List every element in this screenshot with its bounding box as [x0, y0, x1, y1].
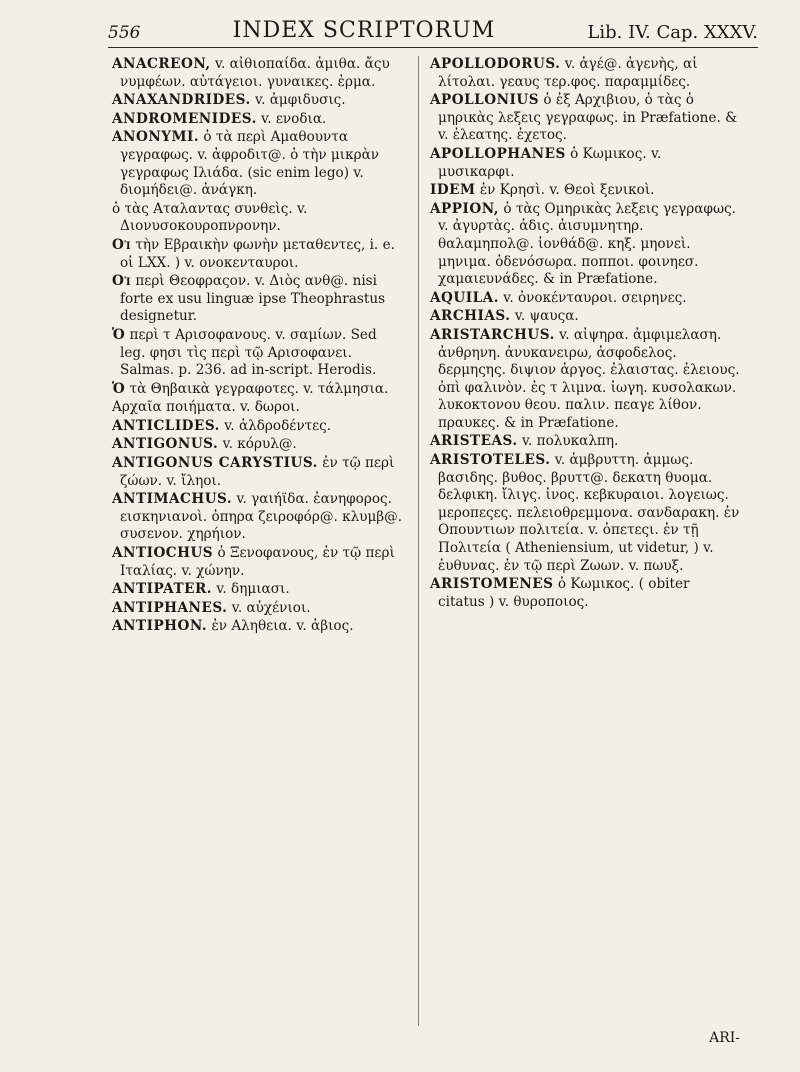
entry-head: ANTIPHON. [112, 618, 208, 635]
entry-text: v. γαιήϊδα. ἐανηφορος. εισκηνιανοὶ. ὀπηρα ζειροφόρ@. κλυμβ@. συσενον. χηρήιον. [120, 491, 403, 543]
entry-head: ANONYMI. [112, 129, 200, 146]
entry-head: APPION, [430, 200, 499, 217]
section-reference: Lib. IV. Cap. XXXV. [587, 22, 758, 43]
index-entry [112, 327, 404, 380]
entry-head: Oἱ [112, 236, 132, 253]
entry-text: ὁ τὰς Αταλαντας συνθεὶς. v. Διονυσοκουροπνρονην. [112, 200, 308, 235]
column-divider [418, 56, 419, 1026]
index-entry [112, 273, 404, 326]
entry-text: Αρχαῖα ποιήματα. v. δωροι. [112, 399, 300, 416]
entry-text: v. ενοδια. [261, 110, 327, 127]
entry-head: ANACREON, [112, 56, 211, 72]
entry-text: τὰ Θηβαικὰ γεγραφοτες. v. τάλμησια. [129, 380, 389, 397]
index-entry [112, 129, 404, 199]
running-title: INDEX SCRIPTORUM [232, 18, 496, 43]
entry-text: v. ἀλδροδέντες. [224, 417, 332, 434]
entry-head: ANTIGONUS. [112, 436, 219, 453]
entry-head: APOLLONIUS [430, 92, 540, 109]
index-entry [430, 576, 740, 611]
index-entry [430, 452, 740, 575]
entry-text: v. αἰθιοπαίδα. ἀμιθα. ἄςυ νυμφέων. αὐτάγειοι. γυναικες. ἐρμα. [120, 56, 390, 90]
index-entry [430, 201, 740, 289]
entry-text: v. ἀμφιδυσις. [255, 92, 346, 109]
index-entry [430, 433, 740, 451]
index-entry [112, 545, 404, 580]
entry-head: Ὁ [112, 326, 126, 343]
catchword: ARI- [709, 1030, 740, 1046]
entry-head: IDEM [430, 182, 476, 199]
entry-head: ANTIMACHUS. [112, 491, 233, 508]
index-entry [112, 237, 404, 272]
index-entry [112, 618, 404, 636]
index-entry [112, 455, 404, 490]
index-entry [430, 308, 740, 326]
index-entry [112, 56, 404, 91]
left-column [112, 56, 404, 637]
entry-text: ὁ τὰ περὶ Αμαθουντα γεγραφως. v. ἀφροδιτ@. ὁ τὴν μικρὰν γεγραφως Ιλιάδα. (sic enim lego) v. διομήδει@. ἀνάγκη. [120, 129, 380, 199]
index-entry [112, 418, 404, 436]
entry-head: ANTIOCHUS [112, 545, 214, 562]
entry-text: ὁ Κωμικος. v. μυσικαρφι. [438, 145, 662, 180]
entry-head: APOLLOPHANES [430, 145, 566, 162]
index-entry [112, 111, 404, 129]
entry-head: ARISTOTELES. [430, 452, 551, 469]
index-entry [430, 146, 740, 181]
entry-head: ARISTEAS. [430, 433, 518, 450]
entry-text: v. ὀνοκένταυροι. σειρηνες. [503, 289, 687, 306]
entry-text: v. αὐχένιοι. [231, 599, 311, 616]
entry-text: ὁ Κωμικος. ( obiter citatus ) v. θυροποιος. [438, 576, 690, 610]
entry-text: v. δημιασι. [216, 581, 290, 598]
index-entry [112, 381, 404, 399]
entry-head: ANTIPHANES. [112, 599, 228, 616]
entry-text: ὁ Ξενοφανους, ἐν τῷ περὶ Ιταλίας. v. χώνην. [120, 545, 395, 579]
entry-text: ἐν Αληθεια. v. ἀβιος. [211, 618, 354, 635]
entry-text: v. αἰψηρα. ἀμφιμελαση. ἀνθρηνη. ἀνυκανειρω, ἀσφοδελος. δερμηςης. διψιον ἀργος. ἐλαιστας. ἐλειους. ὀπὶ φαλινὸν. ἐς τ λιμνα. ἰωγη. κυσολακων. λυκοκτονου θεου. παλιν. πεαγε λίθον. πραυκες. & in Præfatione. [438, 326, 740, 431]
page-number: 556 [108, 23, 141, 43]
index-entry [430, 182, 740, 200]
index-entry [430, 92, 740, 145]
entry-text: ἐν Κρησὶ. v. Θεοὶ ξενικοὶ. [479, 182, 655, 199]
entry-text: v. πολυκαλπη. [521, 433, 619, 450]
entry-text: v. ἀγέ@. ἀγενὴς, αἱ λίτολαι. γεαυς τερ.φος. παραμμίδες. [438, 56, 698, 90]
entry-head: ANTIPATER. [112, 581, 212, 598]
entry-head: ANTIGONUS CARYSTIUS. [112, 455, 318, 472]
index-entry [112, 600, 404, 618]
entry-text: v. κόρυλ@. [222, 436, 297, 453]
index-entry [430, 327, 740, 433]
entry-text: τὴν Εβραικὴν φωνὴν μεταθεντες, i. e. οἱ LXX. ) v. ονοκενταυροι. [120, 236, 395, 271]
right-column [430, 56, 740, 612]
entry-head: ARISTOMENES [430, 576, 554, 593]
index-entry [430, 290, 740, 308]
running-header [108, 12, 758, 48]
entry-head: Ὁ [112, 380, 126, 397]
index-entry [112, 201, 404, 236]
index-entry [112, 581, 404, 599]
entry-head: ANTICLIDES. [112, 417, 220, 434]
entry-text: ὁ τὰς Ομηρικὰς λεξεις γεγραφως. v. ἀγυρτὰς. ἀδις. ἀισυμνητηρ. θαλαμηπολ@. ἰονθάδ@. κηξ. μηονεὶ. μηνιμα. ὀδενόσωρα. ποπποι. φοινηεσ. χαμαιευνάδες. & in Præfatione. [438, 200, 736, 288]
entry-text: ὁ ἐξ Αρχιβιου, ὁ τὰς ὁ μηρικὰς λεξεις γεγραφως. in Præfatione. & v. ἐλεατης. ἐχετος. [438, 92, 738, 144]
index-entry [112, 92, 404, 110]
entry-text: ἐν τῷ περὶ ζώων. v. ἴληοι. [120, 455, 395, 489]
entry-text: περὶ τ Αρισοφανους. v. σαμίων. Sed leg. φησι τὶς περὶ τῷ Αρισοφανει. Salmas. p. 236. ad in-script. Herodis. [120, 326, 377, 379]
entry-head: ANDROMENIDES. [112, 110, 257, 127]
entry-head: APOLLODORUS. [430, 56, 561, 72]
entry-head: ARISTARCHUS. [430, 326, 555, 343]
index-entry [112, 399, 404, 417]
entry-head: ANAXANDRIDES. [112, 92, 251, 109]
index-entry [112, 436, 404, 454]
entry-head: ARCHIAS. [430, 308, 511, 325]
entry-text: περὶ Θεοφραςον. v. Διὸς ανθ@. nisi forte ex usu linguæ ipse Theophrastus designetur. [120, 273, 386, 325]
entry-head: Oἱ [112, 273, 132, 290]
index-entry [112, 491, 404, 544]
entry-head: AQUILA. [430, 289, 499, 306]
entry-text: v. ἀμβρυττη. ἀμμως. βασιδης. βυθος. βρυττ@. δεκατη θυομα. δελφικη. ἴλιγς. ἰνος. κεβκυραιοι. λογειως. μεροπεςες. πελειοθρεμμονα. σανδαρακη. ἐν Οπουντιων πολιτεία. v. ὀπετεςι. ἐν τῇ Πολιτεία ( Atheniensium, ut videtur, ) v. ἐυθυνας. ἐν τῷ περὶ Ζωων. v. πωυξ. [438, 452, 740, 574]
entry-text: v. ψαυςα. [514, 308, 579, 325]
index-entry [430, 56, 740, 91]
